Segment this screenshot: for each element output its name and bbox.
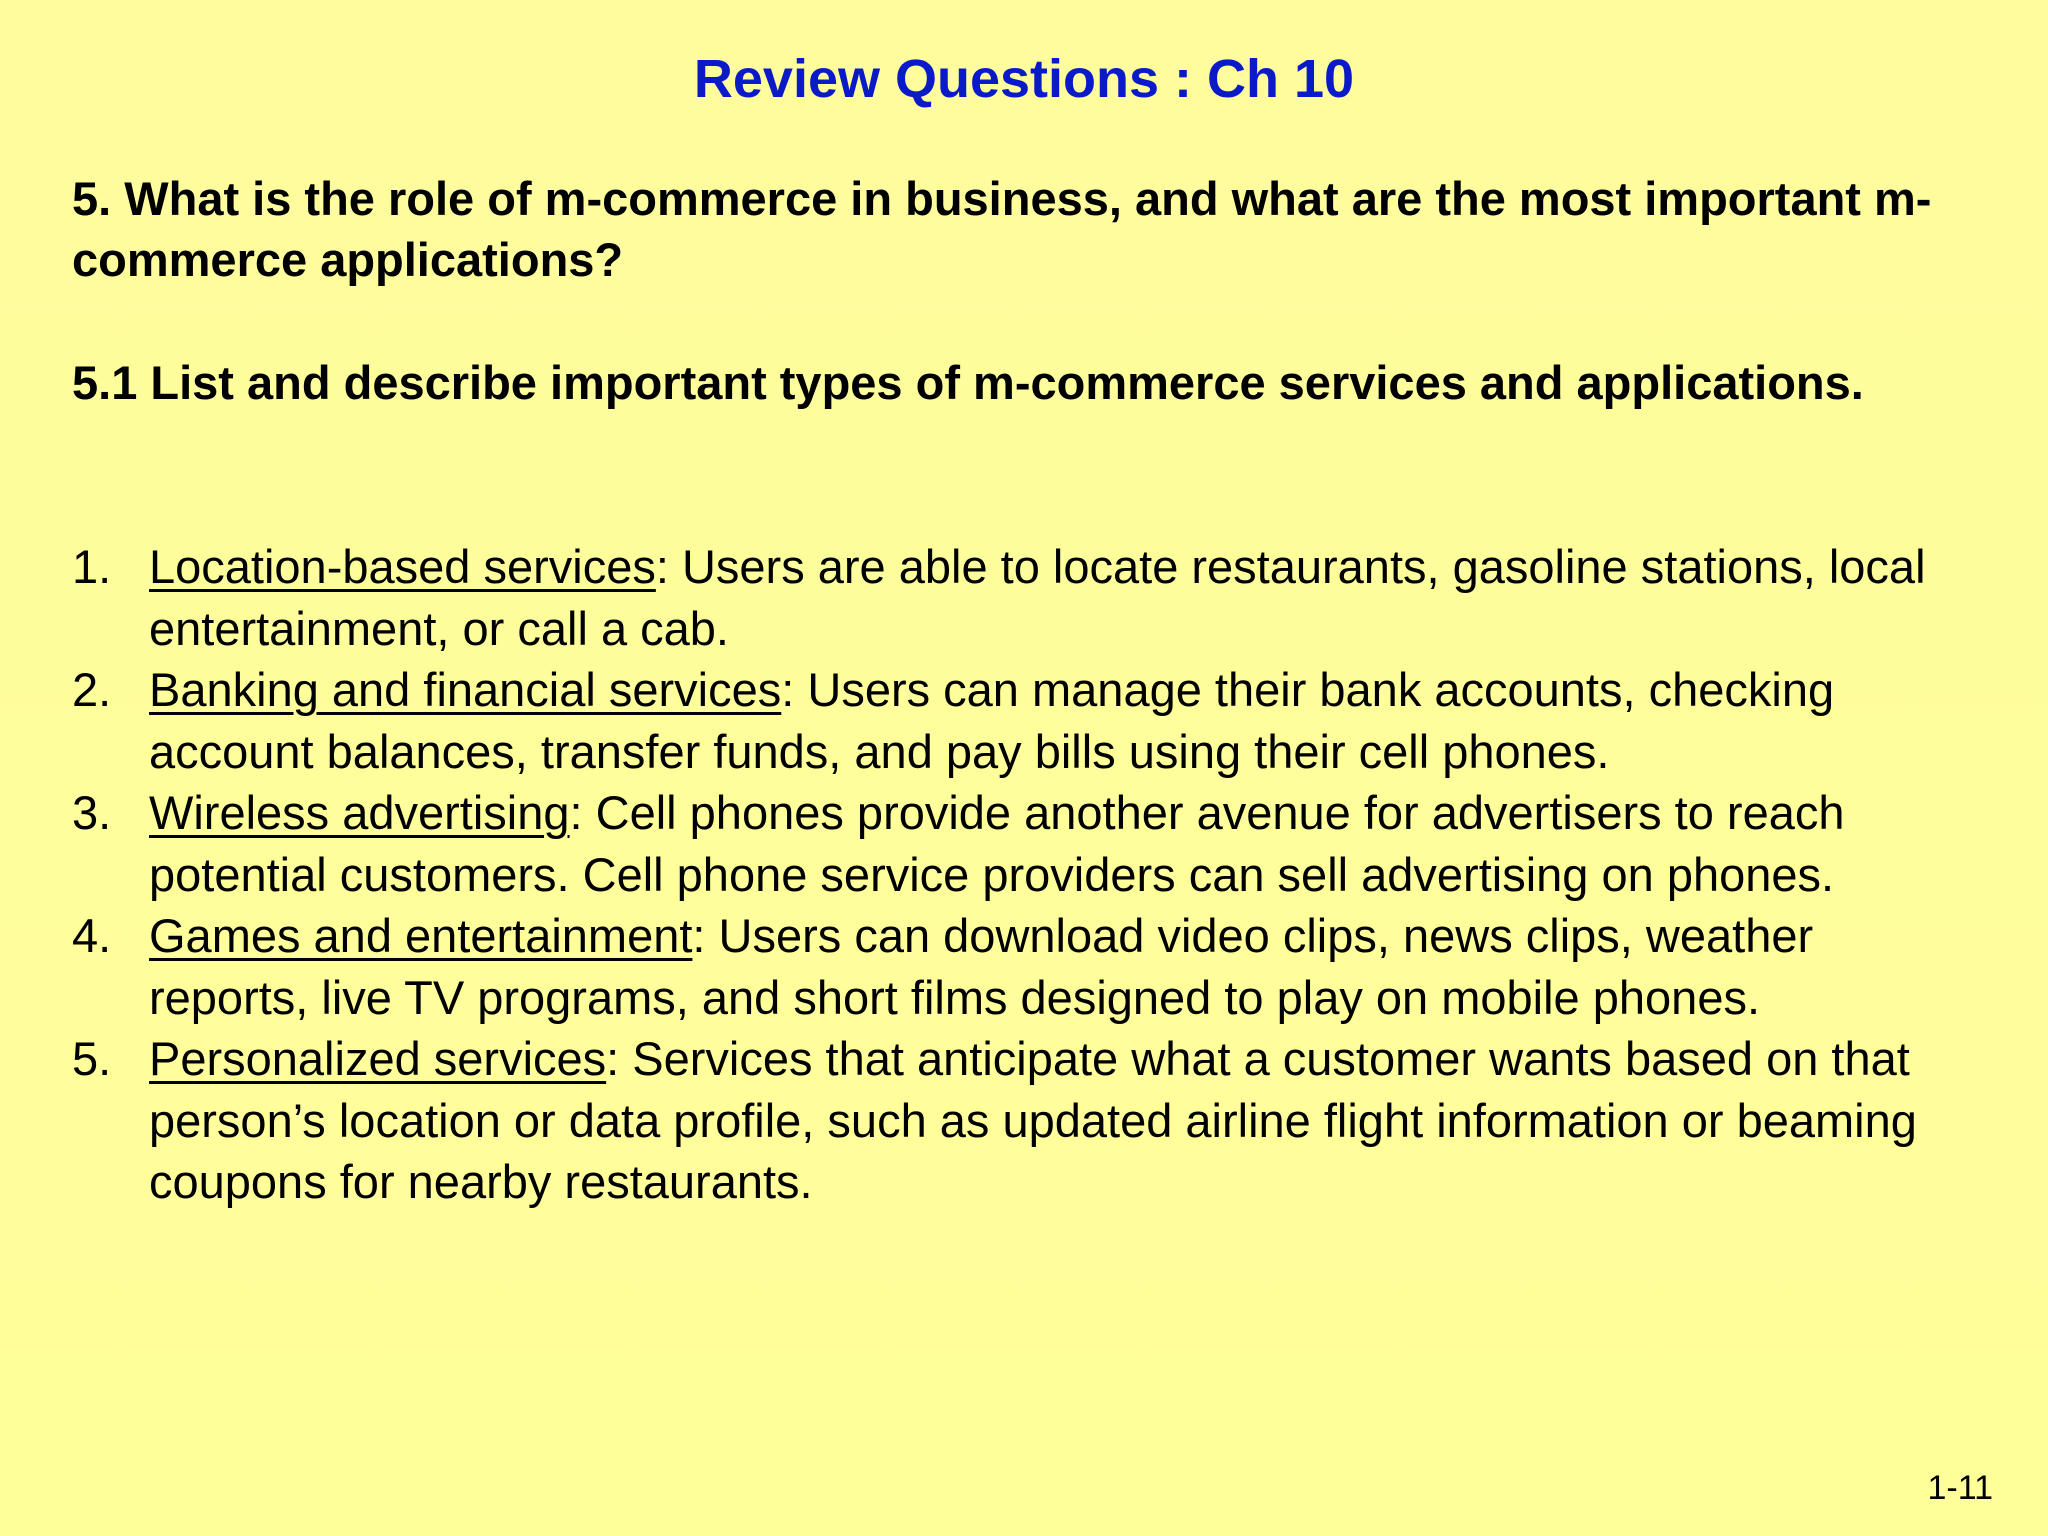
answer-term: Wireless advertising (149, 786, 570, 839)
slide-number: 1-11 (1927, 1469, 1993, 1507)
answer-term: Location-based services (149, 540, 656, 593)
answer-term: Personalized services (149, 1032, 607, 1085)
question-main: 5. What is the role of m-commerce in business, and what are the most important m-commerce applications? (72, 172, 1932, 286)
answer-description: : Users can manage their bank accounts, checking account balances, transfer funds, and pay bills using their cell phones. (149, 663, 1835, 778)
answer-list (72, 536, 1972, 1213)
answer-description: : Services that anticipate what a customer wants based on that person’s location or data profile, such as updated airline flight information or beaming coupons for nearby restaurants. (149, 1032, 1917, 1208)
answer-description: : Cell phones provide another avenue for advertisers to reach potential customers. Cell phone service providers can sell advertising on phones. (149, 786, 1845, 901)
answer-number: 5. (72, 1032, 112, 1085)
answer-term: Banking and financial services (149, 663, 782, 716)
answer-number: 4. (72, 909, 112, 962)
answer-number: 2. (72, 663, 112, 716)
answer-description: : Users can download video clips, news clips, weather reports, live TV programs, and short films designed to play on mobile phones. (149, 909, 1814, 1024)
answer-number: 1. (72, 540, 112, 593)
answer-item-location (72, 536, 1972, 659)
answer-item-advertising (72, 782, 1972, 905)
answer-number: 3. (72, 786, 112, 839)
answer-description: : Users are able to locate restaurants, gasoline stations, local entertainment, or call a cab. (149, 540, 1926, 655)
question-sub: 5.1 List and describe important types of m-commerce services and applications. (72, 356, 1864, 409)
answer-term: Games and entertainment (149, 909, 693, 962)
answer-item-personalized (72, 1028, 1972, 1213)
answer-item-banking (72, 659, 1972, 782)
answer-item-games (72, 905, 1972, 1028)
slide-title: Review Questions : Ch 10 (693, 49, 1355, 109)
